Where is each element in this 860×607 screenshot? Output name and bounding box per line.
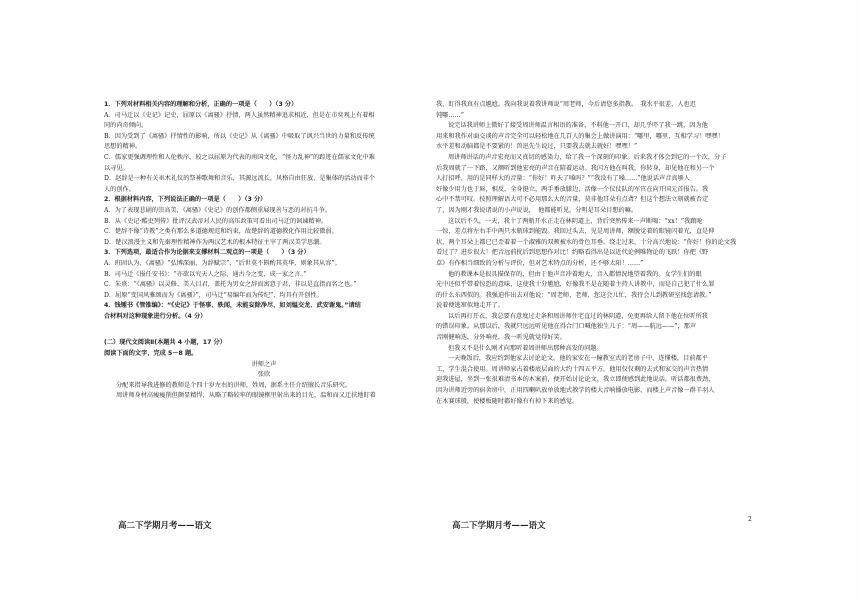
answer-option: B．因为受到了《离骚》抒情性的影响，所以《史记》从《离骚》中吸取了讽兴当世的力量和反传统 xyxy=(104,132,375,140)
essay-line: 迎我进屋，坐到一张很难清书本的木案前，便开始讨论论文，我立即便感到此地说话，听话都很费劲， xyxy=(436,376,715,384)
reading-instruction: 阅读下面的文字，完成 5～8 题。 xyxy=(104,350,198,358)
question-stem: 4．钱锺书《管锥编》：“《史记》于怪事、轶闻，未能妄除净尽，如刘媪交龙、武安谢鬼。”请结 xyxy=(104,302,361,310)
essay-line: 说着便逃窜似地走开了。 xyxy=(436,302,505,310)
essay-line: 在木赛球般，使楼板随时都好像有有掉下来的感觉。 xyxy=(436,397,579,405)
essay-line: 状，两个耳朵上都已已歪着着一个淑雅的双颊被水的骨色耳垂。绕走过来，十分高兴地说：“你好！你的论文我 xyxy=(436,238,737,246)
essay-paragraph: 分配来指导我进修的教师是个四十岁左右的讲师，姓周，据系主任介绍擅长音乐研究。 xyxy=(116,381,352,389)
essay-line: 我，盯得我真有点尴尬。我向我说着我讲师说“周老师，今后请您多指教。 我水平很差，人也迟 xyxy=(436,101,696,108)
answer-option: D．赵辞是一种有关巫术礼仪的祭神歌舞和音乐，其源远流长，风格自由狂放，是集体的活动而非个 xyxy=(104,175,376,183)
essay-line: 说完话我讲师上微好了接受周讲师温言相语的准备，不料他一开口，却几乎吓了我一跳，因为他 xyxy=(448,122,708,130)
answer-option: C．楚辞不像“诗教”之类有那么多道德规范和约束，故楚辞的道德教化作用比较微弱。 xyxy=(104,228,338,236)
essay-line: 音刚健响迭，分外响亮，我一听见就觉得好笑。 xyxy=(436,334,566,342)
answer-option: 人的创作。 xyxy=(104,185,135,193)
essay-line: 钝哪……” xyxy=(436,111,464,119)
footer-left: 高二下学期月考——语文 xyxy=(118,521,212,531)
answer-option: C．儒家更强调理性和人伦秩序，较之以屈原为代表的南国文化，“怪力乱神”的踪迹在儒家文化中难 xyxy=(104,153,375,161)
footer-right: 高二下学期月考——语文 xyxy=(452,521,546,531)
answer-option: A．班固认为，《离骚》“弘博深丽，为辞赋宗”，“后世莫不斟酌其英华，则象其从容”。 xyxy=(104,259,341,267)
answer-option: D．楚汉浪漫主义和先秦理性精神作为两汉艺术的根本特征主宰了两汉美学思潮。 xyxy=(104,238,326,246)
essay-line: 用来和我作对面交谈的声音完全可以轻松地在几百人的集会上做讲演用：“哪里，哪里，互相学习！嘿嘿！ xyxy=(436,132,724,140)
essay-line: 人打招呼，用的是同样大的音量：“你好！昨天了嗓吗？”“我没有了嗓……”他说话声音真够人 xyxy=(436,175,690,183)
essay-line: 一天晚饭后，我应约到他家去讨论论文。他的家安在一幢教室式的老房子中，连懂楼，目前都平 xyxy=(448,355,708,363)
essay-title: 讲师之声 xyxy=(251,360,277,368)
question-stem: 合材料对这种现象进行分析。（4 分） xyxy=(104,312,207,320)
essay-line: 看过了？进步很大！把音远前扰后到思想作对比！约略看得出是以近代论例唯物论的飞跃！你把《野 xyxy=(436,249,709,257)
essay-line: 一惊，差点将左右手中两只水瓶球到能毁。我回过头去，见是周讲师，额脱觉着的眼镜闪着光，直是伸 xyxy=(436,228,715,236)
questions-block xyxy=(104,100,424,322)
question-stem: 2．根据材料内容，下列说法正确的一项是（ ）（3 分） xyxy=(104,196,267,204)
essay-line: 后我周就了一下路，又额听到他宏亮的声音在陪着运动。我闪方他在叫我，你转身，却见他在和另一个 xyxy=(436,164,715,172)
essay-author: 张欣 xyxy=(257,371,271,379)
essay-line: 以后再打开衣，我总要有意度过走条和周讲师住宅直过的林阴道，免更再给人留下他在位听所我 xyxy=(448,312,708,320)
essay-line: 的错误印象。从那以后，我就只远远听见他在得合门口喊他独生儿子：“周——航远——”，那声 xyxy=(436,323,697,331)
essay-line: 工，学生混合使用。周讲师家占着楼底层面的大约十四五平方，他用仅仅剩的去式和家交的声音热情 xyxy=(436,365,709,373)
essay-line: 他的教课本是很具描保存的，但由于他声音冲着地大，音入都情況地望着我的。女学生们的眼 xyxy=(448,270,702,278)
essay-paragraph: 周讲师身材高瘦瘦削但颇显精悍，从略了略较牢的眼镜框里射出来的目光，温和而又迂扶地盯着 xyxy=(116,392,376,400)
essay-line: 但我又不是什么刚才向那听着周讲师出那种高发的问题。 xyxy=(448,344,603,352)
essay-line: 草》有作相当细致的分析与评价，但对艺术特点的分析，还不够太阳！……” xyxy=(436,259,644,267)
question-stem: 3．下列选项，最适合作为论据来支撑材料二观点的一项是（ ）（3 分） xyxy=(104,249,310,257)
left-column xyxy=(104,100,424,402)
answer-option: A．为了表现悲剧的崇高美，《离骚》《史记》的创作都侧重展现善与恶的对抗斗争。 xyxy=(104,206,332,214)
section-title: (二）现代文阅读Ⅱ(本题共 4 小题，17 分） xyxy=(104,339,226,347)
essay-line: 光中还似乎带着惊恐的意味，这使我十分尴尬，好像我不是在随着主持人讲教中，而是自己犯了什么罪 xyxy=(436,281,715,289)
essay-line: 这以后不久，一天，我十了两瓶开水正走在林阴道上，背后突然传来一声断喝：“xx！”我踉呛 xyxy=(448,217,703,225)
essay-line: 水平差和动脑都是不要紧的！兽迅先生说过，只要我去就去就好！嘿嘿！” xyxy=(436,143,638,151)
answer-option: B．从《史记·酷吏列传》批评汉武帝对人民的高压政策可看出司马迁的讽谏精神。 xyxy=(104,217,328,225)
answer-option: 思想的精神。 xyxy=(104,143,142,151)
question-stem: 1．下列对材料相关内容的理解和分析，正确的一项是（ ）（3 分） xyxy=(104,101,298,108)
answer-option: 同的尚奇倾向。 xyxy=(104,122,148,130)
essay-line: 的什么东西似的。我强迫作出去对他说：“周老师，老师，您这会儿忙，我待会儿到教研室找您请教。” xyxy=(436,291,712,299)
essay-line: 因为讲师近旁的宿舍房中，正用四喇叭放单放地式教学的楼大音响播放电影，而楼上声音像一群羊羽人 xyxy=(436,387,715,395)
answer-option: D．屈原“变国风雅颂而为《离骚》”，司马迁“易编年而为传纪”，均具有开创性。 xyxy=(104,291,323,299)
answer-option: B．司马迁《报任安书》：“亦欲以究天人之际，通古今之变，成一家之言。” xyxy=(104,270,307,278)
right-column xyxy=(436,100,758,407)
essay-line: 了，因为刚才我说诸说的小声说说， 他都能听见，分明是耳朵目想的嘛。 xyxy=(436,206,638,214)
answer-option: C．朱熹：“《离骚》以灵修、美人目君，盖托为男女之辞而寓意于君，非以是直指而名之也。” xyxy=(104,281,357,289)
essay-line: 心中不禁可叹。按照理解语大可不必用那么大的音量，莫非他耳朵有点聋？但这个想法立刻就被否定 xyxy=(436,196,709,204)
essay-line: 周讲师讲话的声音宏亮而又真切的感染力，给了我一个深刻的印象。后来我才体会到它的一个次，分子 xyxy=(448,153,727,161)
answer-option: A．司马迁以《史记》记史，屈原以《离骚》抒情，两人虽然精神追求相近，但是在市奕观上有着相 xyxy=(104,111,375,119)
page-number: 2 xyxy=(748,516,752,523)
essay-line: 好像少用力也于唇，相反，全身挺立，两手垂放膝边，活像一个仪仗队的军官在向开国元首报告。我 xyxy=(436,185,709,193)
essay-body xyxy=(436,100,758,407)
answer-option: 以寻见。 xyxy=(104,164,129,172)
